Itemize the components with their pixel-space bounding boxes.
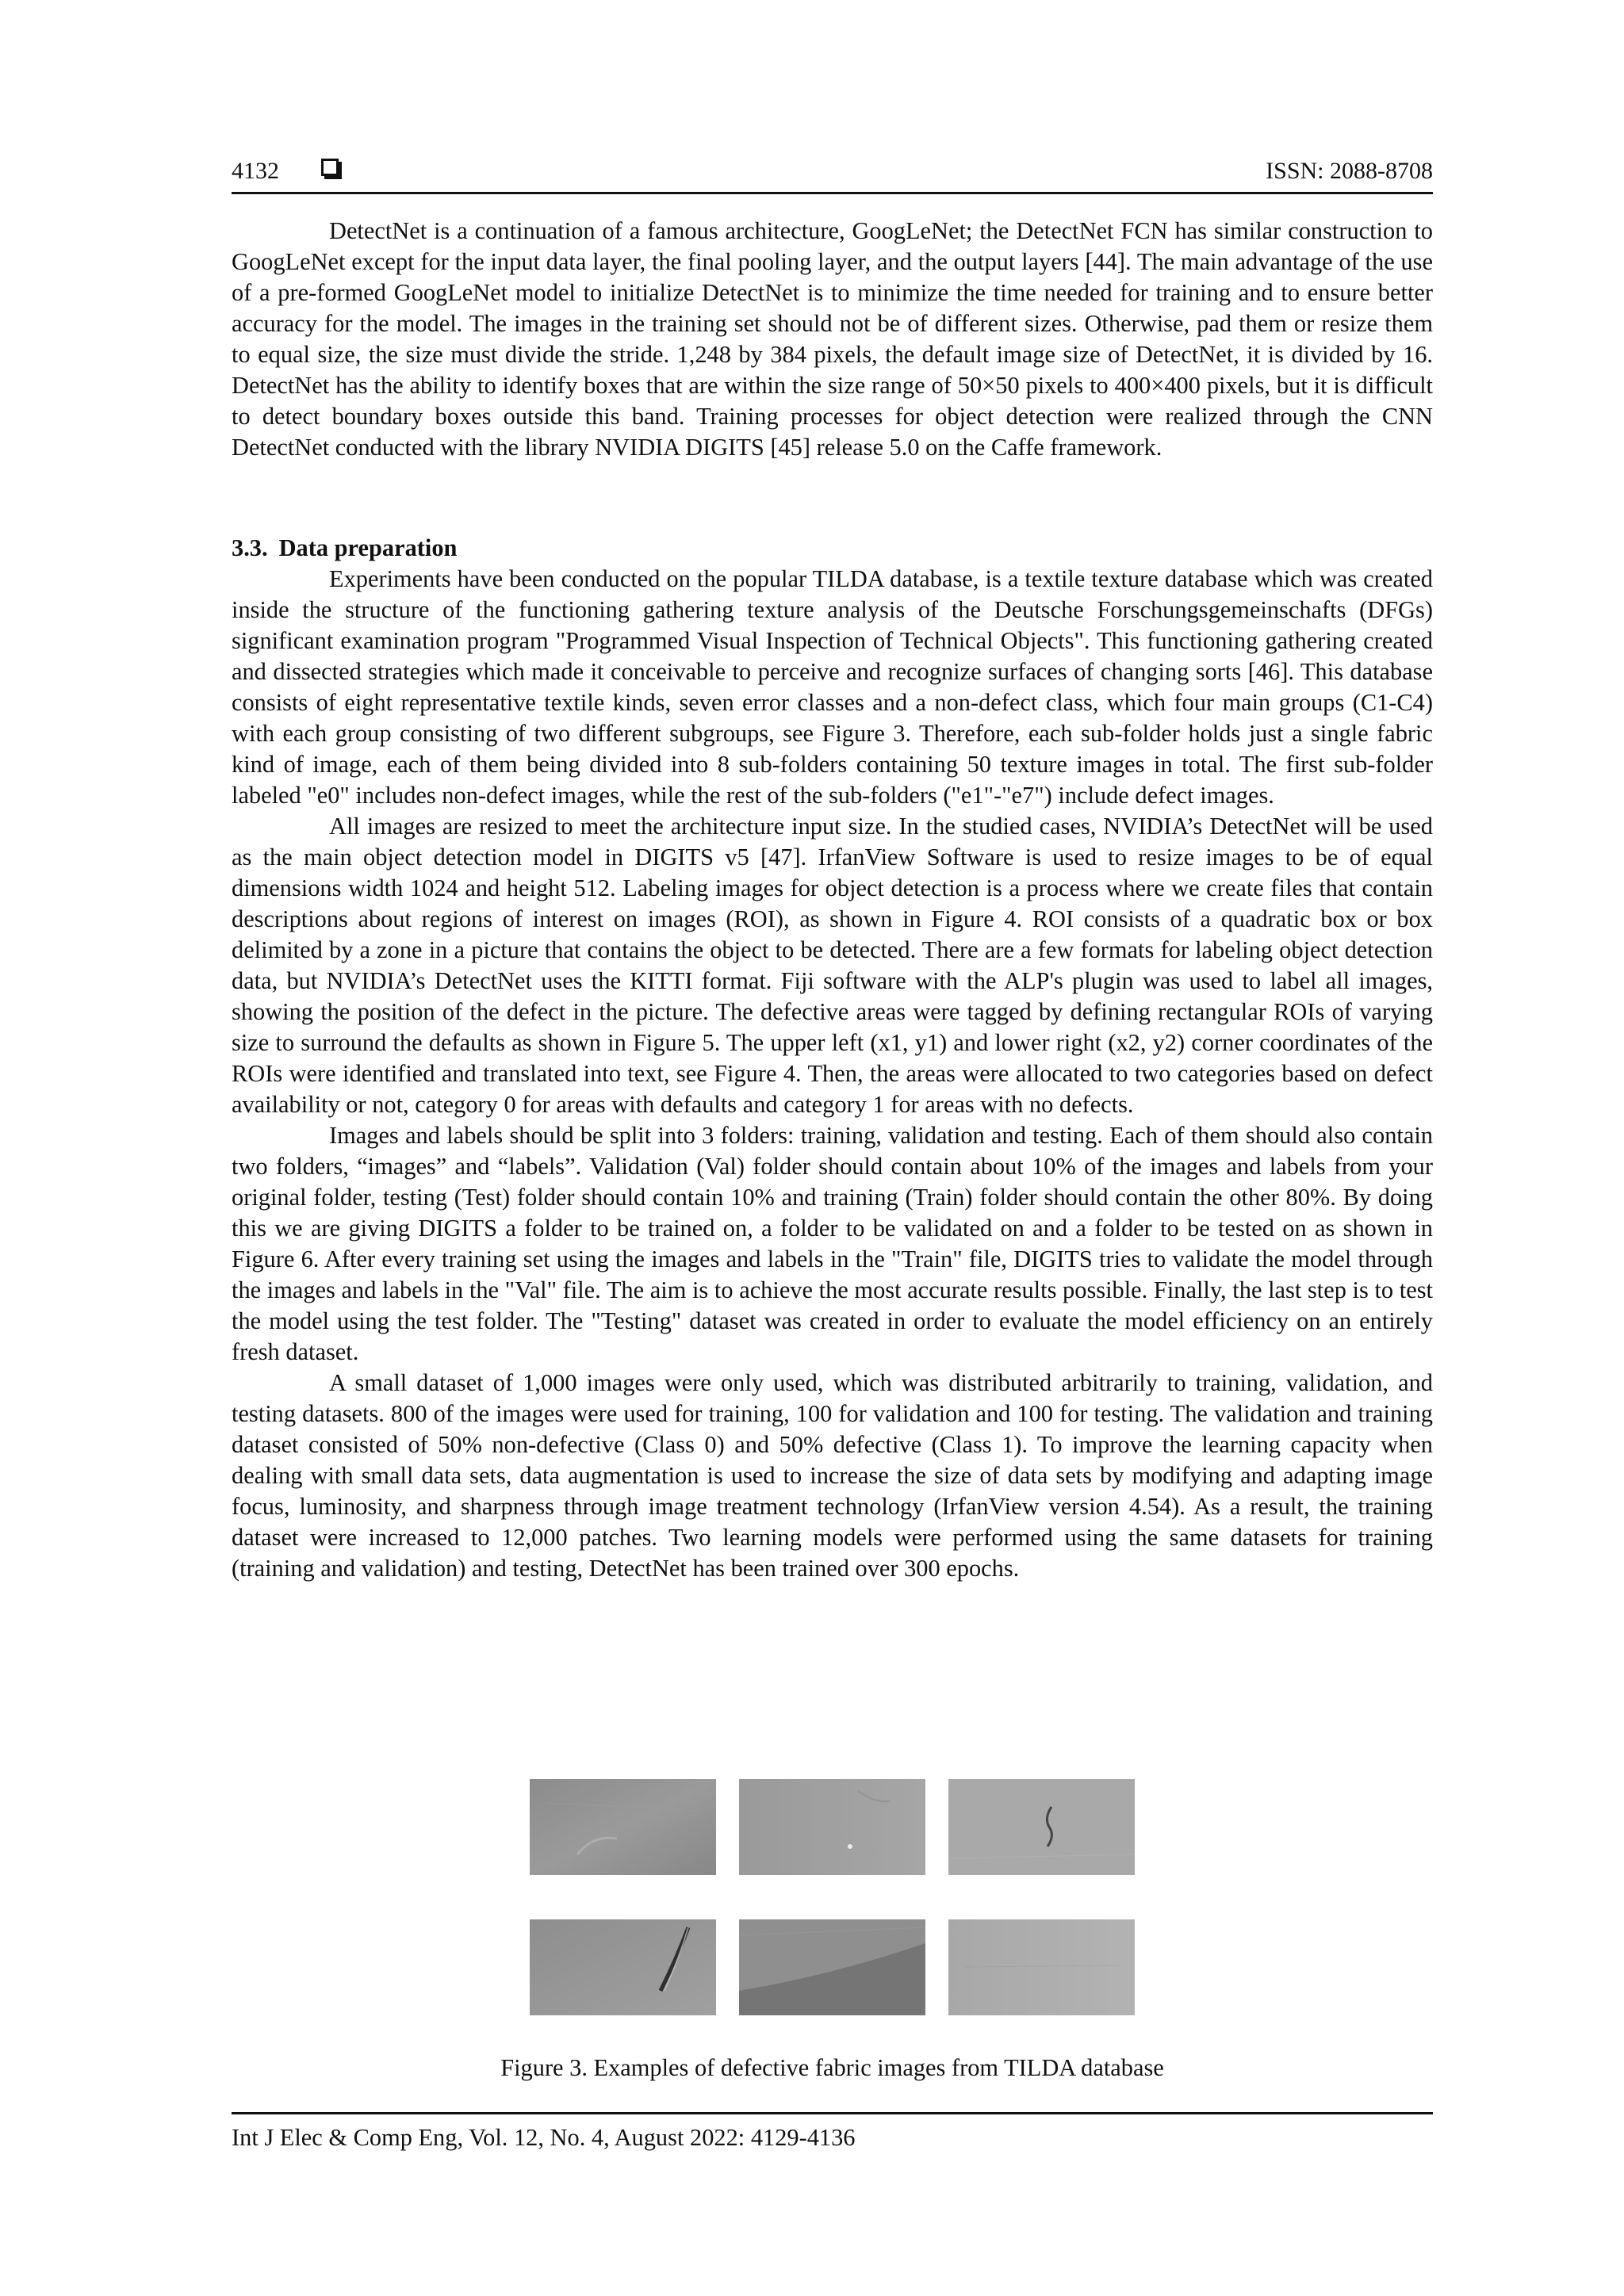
fabric-sample-image	[530, 1779, 716, 1875]
intro-paragraph: DetectNet is a continuation of a famous architecture, GoogLeNet; the DetectNet FCN has similar construction to GoogLeNet except for the input data layer, the final pooling layer, and the output layers [44]. The main advantage of the use of a pre-formed GoogLeNet model to initialize DetectNet is to minimize the time needed for training and to ensure better accuracy for the model. The images in the training set should not be of different sizes. Otherwise, pad them or resize them to equal size, the size must divide the stride. 1,248 by 384 pixels, the default image size of DetectNet, it is divided by 16. DetectNet has the ability to identify boxes that are within the size range of 50×50 pixels to 400×400 pixels, but it is difficult to detect boundary boxes outside this band. Training processes for object detection were realized through the CNN DetectNet conducted with the library NVIDIA DIGITS [45] release 5.0 on the Caffe framework.	[232, 217, 1433, 461]
section-paragraph-3: Images and labels should be split into 3 folders: training, validation and testing. Each of them should also contain two folders, “images” and “labels”. Validation (Val) folder should contain about 10% of the images and labels from your original folder, testing (Test) folder should contain 10% and training (Train) folder should contain the other 80%. By doing this we are giving DIGITS a folder to be trained on, a folder to be validated on and a folder to be tested on as shown in Figure 6. After every training set using the images and labels in the "Train" file, DIGITS tries to validate the model through the images and labels in the "Val" file. The aim is to achieve the most accurate results possible. Finally, the last step is to test the model using the test folder. The "Testing" dataset was created in order to evaluate the model efficiency on an entirely fresh dataset.	[232, 1122, 1433, 1365]
section-title: Data preparation	[278, 534, 458, 561]
page-header	[232, 155, 1433, 193]
fabric-sample-image	[739, 1919, 925, 2015]
page-number: 4132	[232, 158, 279, 184]
section-paragraph-1: Experiments have been conducted on the popular TILDA database, is a textile texture database which was created inside the structure of the functioning gathering texture analysis of the Deutsche Forschungsgemeinschafts (DFGs) significant examination program "Programmed Visual Inspection of Technical Objects". This functioning gathering created and dissected strategies which made it conceivable to perceive and recognize surfaces of changing sorts [46]. This database consists of eight representative textile kinds, seven error classes and a non-defect class, which four main groups (C1-C4) with each group consisting of two different subgroups, see Figure 3. Therefore, each sub-folder holds just a single fabric kind of image, each of them being divided into 8 sub-folders containing 50 texture images in total. The first sub-folder labeled "e0" includes non-defect images, while the rest of the sub-folders ("e1"-"e7") include defect images.	[232, 565, 1433, 809]
section-paragraph-2: All images are resized to meet the architecture input size. In the studied cases, NVIDIA’s DetectNet will be used as the main object detection model in DIGITS v5 [47]. IrfanView Software is used to resize images to be of equal dimensions width 1024 and height 512. Labeling images for object detection is a process where we create files that contain descriptions about regions of interest on images (ROI), as shown in Figure 4. ROI consists of a quadratic box or box delimited by a zone in a picture that contains the object to be detected. There are a few formats for labeling object detection data, but NVIDIA’s DetectNet uses the KITTI format. Fiji software with the ALP's plugin was used to label all images, showing the position of the defect in the picture. The defective areas were tagged by defining rectangular ROIs of varying size to surround the defaults as shown in Figure 5. The upper left (x1, y1) and lower right (x2, y2) corner coordinates of the ROIs were identified and translated into text, see Figure 4. Then, the areas were allocated to two categories based on defect availability or not, category 0 for areas with defaults and category 1 for areas with no defects.	[232, 813, 1433, 1118]
fabric-sample-image	[739, 1779, 925, 1875]
page-footer: Int J Elec & Comp Eng, Vol. 12, No. 4, August 2022: 4129-4136	[232, 2124, 856, 2151]
figure-caption: Figure 3. Examples of defective fabric images from TILDA database	[500, 2054, 1164, 2081]
section-paragraph-4: A small dataset of 1,000 images were only used, which was distributed arbitrarily to training, validation, and testing datasets. 800 of the images were used for training, 100 for validation and 100 for testing. The validation and training dataset consisted of 50% non-defective (Class 0) and 50% defective (Class 1). To improve the learning capacity when dealing with small data sets, data augmentation is used to increase the size of data sets by modifying and adapting image focus, luminosity, and sharpness through image treatment technology (IrfanView version 4.54). As a result, the training dataset were increased to 12,000 patches. Two learning models were performed using the same datasets for training (training and validation) and testing, DetectNet has been trained over 300 epochs.	[232, 1369, 1433, 1582]
figure-3-fabric-images	[530, 1779, 1135, 2015]
fabric-sample-image	[948, 1779, 1135, 1875]
footer-rule	[232, 2112, 1433, 2114]
fabric-sample-image	[530, 1919, 716, 2015]
square-box-icon	[321, 159, 339, 176]
section-body	[232, 564, 1433, 1584]
header-rule	[232, 192, 1433, 194]
intro-text-block	[232, 216, 1433, 463]
section-heading	[232, 533, 457, 564]
issn-label: ISSN: 2088-8708	[1266, 158, 1433, 184]
section-number: 3.3.	[232, 534, 268, 561]
fabric-sample-image	[948, 1919, 1135, 2015]
